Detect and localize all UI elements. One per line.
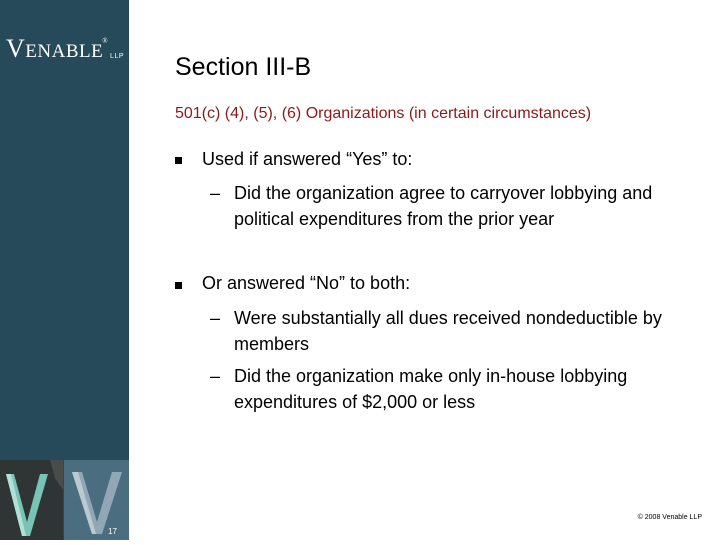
sub-item [210, 305, 680, 357]
v-emblem-icon [0, 460, 63, 540]
logo-tile-dark [0, 460, 63, 540]
sub-item-text: Did the organization make only in-house lobbying expenditures of $2,000 or less [234, 366, 628, 412]
page-number: 17 [108, 527, 117, 536]
logo-rest: ENABLE [25, 41, 104, 62]
bullet-text: Or answered “No” to both: [202, 273, 411, 293]
sidebar [0, 0, 129, 540]
sub-item-text: Did the organization agree to carryover lobbying and political expenditures from the prior year [234, 183, 653, 229]
sub-item [210, 180, 680, 232]
sub-item-text: Were substantially all dues received nondeductible by members [234, 308, 662, 354]
dash-marker: – [210, 183, 221, 203]
logo-llp: LLP [110, 53, 125, 60]
copyright-notice: © 2008 Venable LLP [637, 514, 702, 521]
slide-title: Section III-B [175, 53, 312, 81]
logo-first-letter: V [6, 34, 26, 63]
v-emblem-blue-icon [64, 460, 129, 540]
sub-item [210, 363, 680, 415]
bullet-text: Used if answered “Yes” to: [202, 149, 413, 169]
bullet-square-icon [175, 282, 182, 289]
dash-marker: – [210, 366, 221, 386]
dash-marker: – [210, 308, 221, 328]
venable-logo [6, 34, 124, 64]
logo-registered-mark: ® [102, 37, 109, 45]
bullet-square-icon [175, 157, 182, 164]
slide-subtitle: 501(c) (4), (5), (6) Organizations (in certain circumstances) [175, 105, 592, 122]
logo-tile-blue [64, 460, 129, 540]
